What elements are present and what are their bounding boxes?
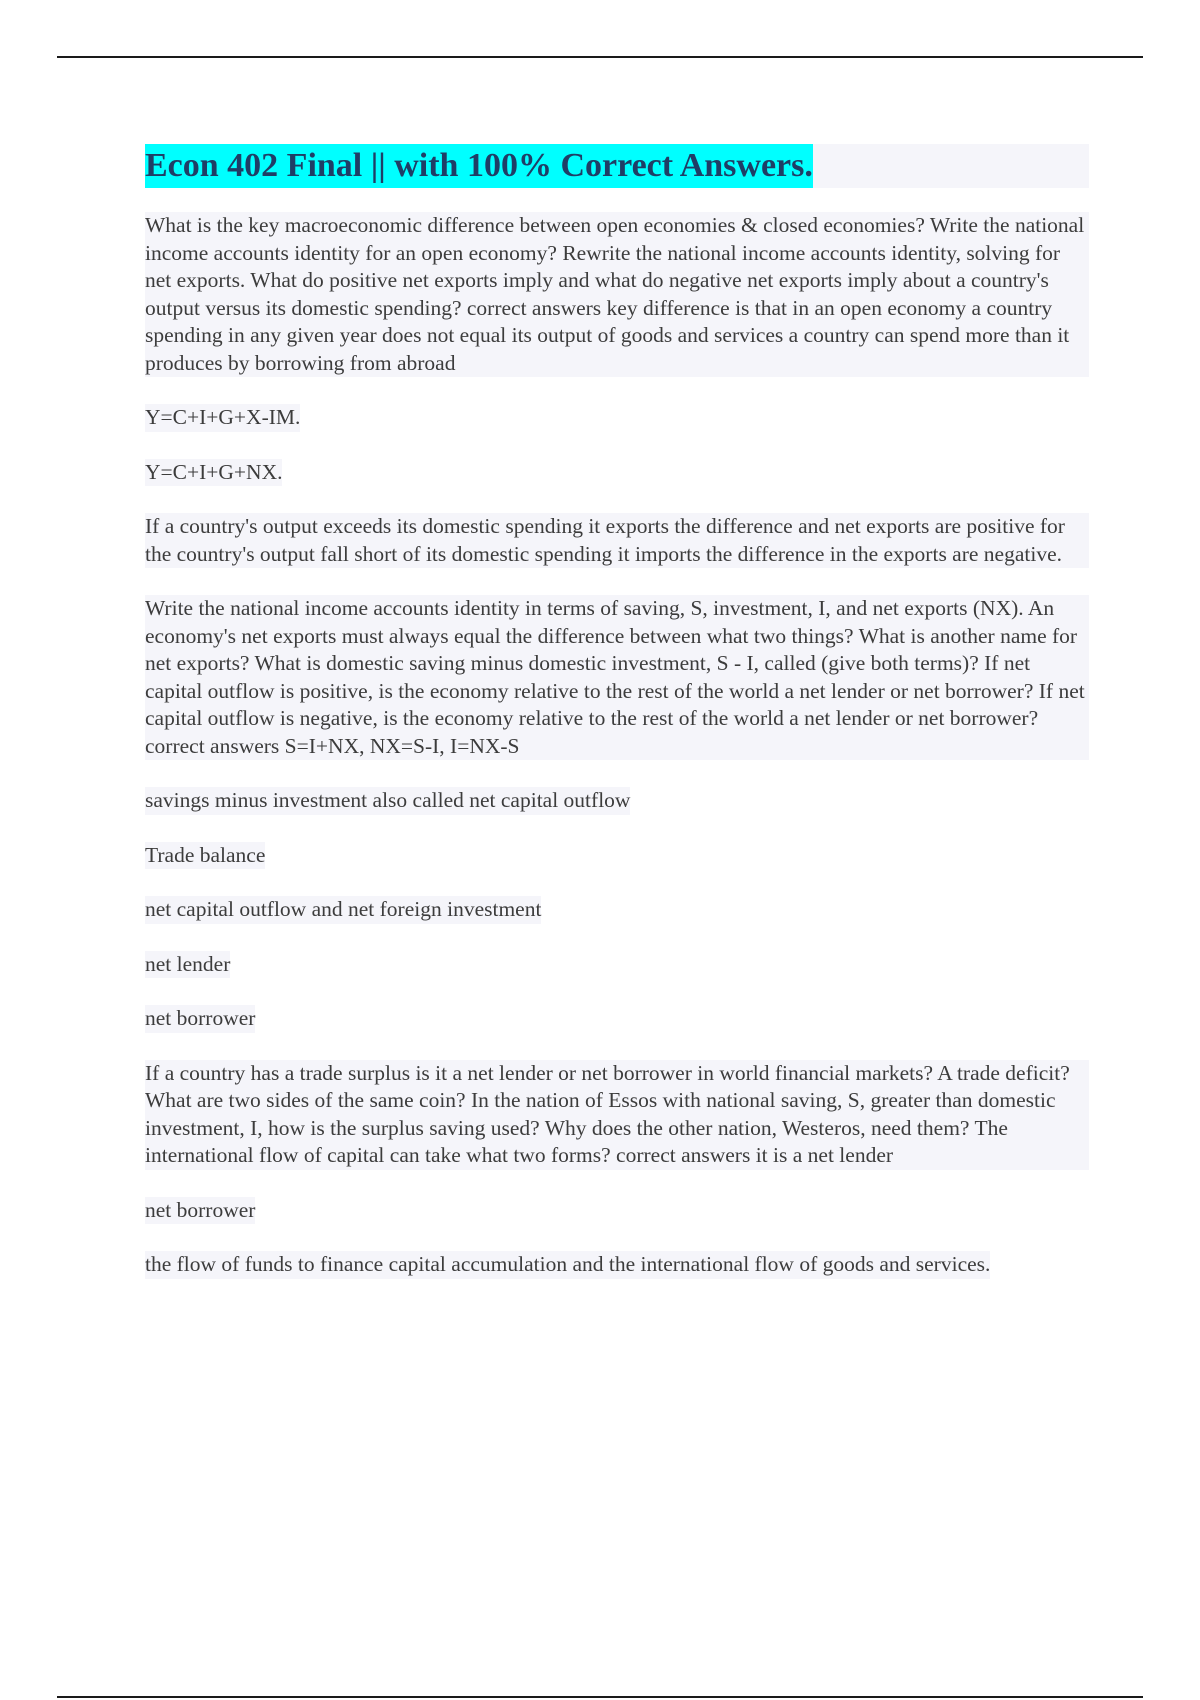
document-body [145, 144, 1089, 1306]
paragraph-answer-lender: net lender [145, 951, 230, 979]
paragraph-question-3: If a country has a trade surplus is it a net lender or net borrower in world financial markets? A trade deficit? What are two sides of the same coin? In the nation of Essos with national saving, S, greater than domestic investment, I, how is the surplus saving used? Why does the other nation, Westeros, need them? The international flow of capital can take what two forms? correct answers it is a net lender [145, 1060, 1089, 1170]
title-block [145, 144, 1089, 188]
paragraph-answer-borrower-2: net borrower [145, 1197, 255, 1225]
paragraph-answer-borrower: net borrower [145, 1005, 255, 1033]
paragraph-answer-trade-balance: Trade balance [145, 842, 265, 870]
paragraph-answer-flows: the flow of funds to finance capital accumulation and the international flow of goods and services. [145, 1251, 990, 1279]
paragraph-identity-2: Y=C+I+G+NX. [145, 459, 282, 487]
paragraph-answer-terms: net capital outflow and net foreign investment [145, 896, 541, 924]
paragraph-answer-outflow: savings minus investment also called net capital outflow [145, 787, 630, 815]
bottom-divider [57, 1696, 1143, 1698]
paragraph-question-1: What is the key macroeconomic difference between open economies & closed economies? Write the national income accounts identity for an open economy? Rewrite the national income accounts identity, solving for net exports. What do positive net exports imply and what do negative net exports imply about a country's output versus its domestic spending? correct answers key difference is that in an open economy a country spending in any given year does not equal its output of goods and services a country can spend more than it produces by borrowing from abroad [145, 212, 1089, 377]
paragraph-identity-1: Y=C+I+G+X-IM. [145, 404, 300, 432]
page-title: Econ 402 Final || with 100% Correct Answers. [145, 144, 813, 188]
top-divider [57, 56, 1143, 58]
paragraph-net-exports: If a country's output exceeds its domestic spending it exports the difference and net exports are positive for the country's output fall short of its domestic spending it imports the difference in the exports are negative. [145, 513, 1089, 568]
paragraph-question-2: Write the national income accounts identity in terms of saving, S, investment, I, and net exports (NX). An economy's net exports must always equal the difference between what two things? What is another name for net exports? What is domestic saving minus domestic investment, S - I, called (give both terms)? If net capital outflow is positive, is the economy relative to the rest of the world a net lender or net borrower? If net capital outflow is negative, is the economy relative to the rest of the world a net lender or net borrower? correct answers S=I+NX, NX=S-I, I=NX-S [145, 595, 1089, 760]
